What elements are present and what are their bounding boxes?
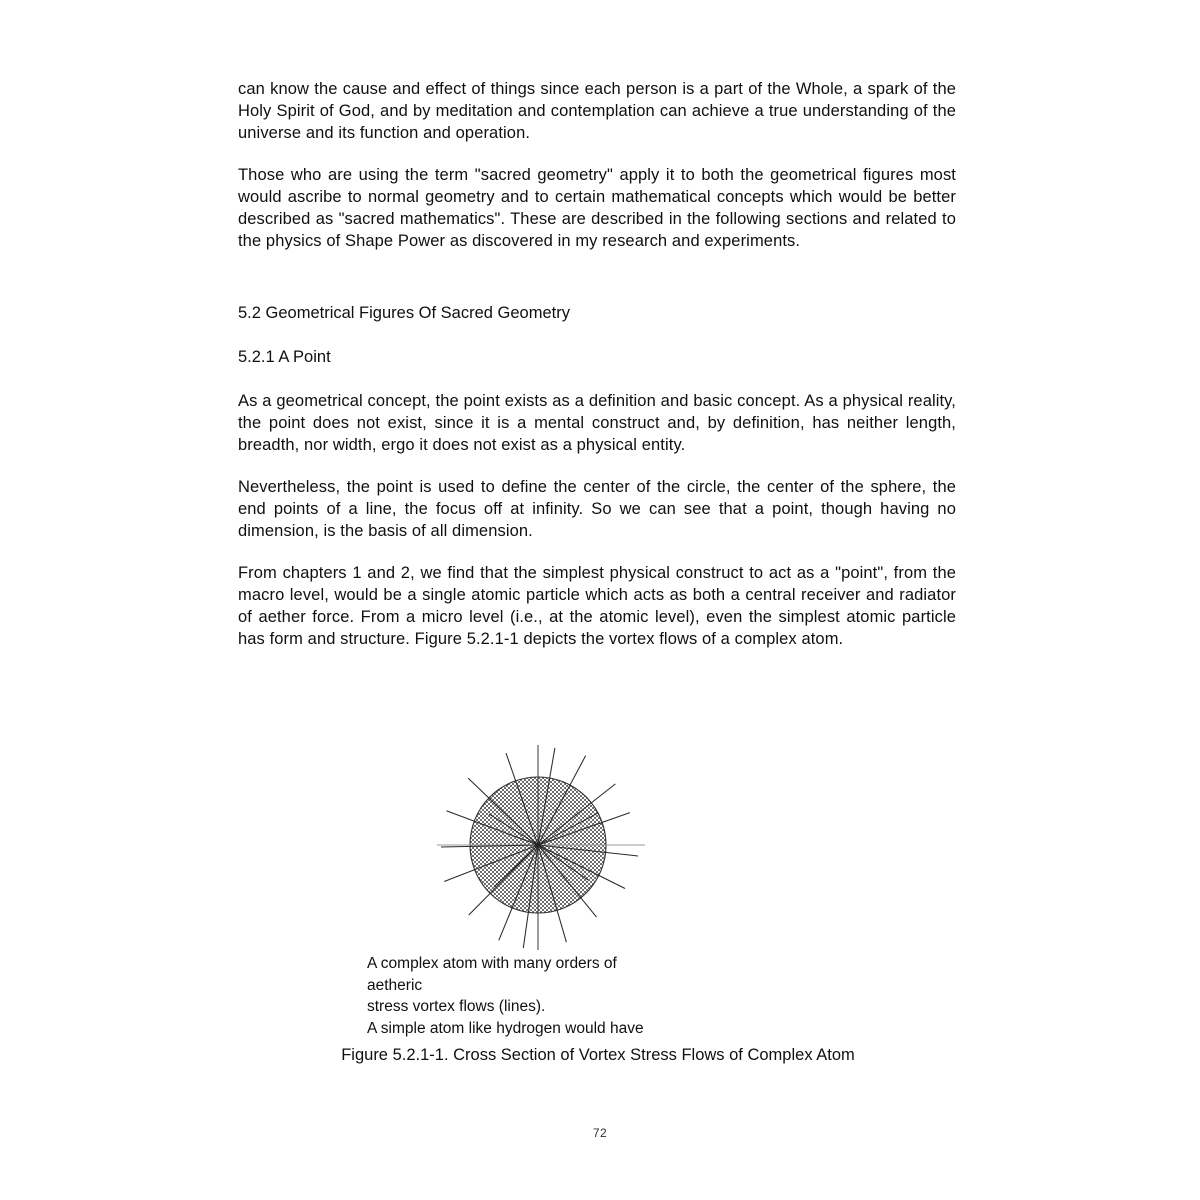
figure-annotation (367, 953, 787, 1039)
subsection-heading-5-2-1: 5.2.1 A Point (238, 348, 331, 366)
paragraph-from-chapters: From chapters 1 and 2, we find that the simplest physical construct to act as a "point", from the macro level, would be a single atomic particle which acts as both a central receiver and radiator of aether force. From a micro level (i.e., at the atomic level), even the simplest atomic particle has form and structure. Figure 5.2.1-1 depicts the vortex flows of a complex atom. (238, 564, 956, 648)
paragraph-continued: can know the cause and effect of things since each person is a part of the Whole, a spark of the Holy Spirit of God, and by meditation and contemplation can achieve a true understanding of the universe and its function and operation. (238, 80, 956, 142)
section-heading-5-2: 5.2 Geometrical Figures Of Sacred Geometry (238, 304, 570, 322)
figure-annotation-line: aetheric (367, 976, 423, 994)
vortex-diagram (0, 735, 1200, 960)
figure-annotation-line: A complex atom with many orders of (367, 955, 617, 972)
figure-caption: Figure 5.2.1-1. Cross Section of Vortex Stress Flows of Complex Atom (341, 1046, 855, 1064)
paragraph-sacred-geometry-term: Those who are using the term "sacred geometry" apply it to both the geometrical figures most would ascribe to normal geometry and to certain mathematical concepts which would be better described as "sacred mathematics". These are described in the following sections and related to the physics of Shape Power as discovered in my research and experiments. (238, 166, 956, 250)
figure-annotation-line: A simple atom like hydrogen would have (367, 1019, 644, 1037)
section-spacer (238, 272, 956, 302)
figure-5-2-1-1 (0, 735, 1200, 960)
paragraph-point-concept: As a geometrical concept, the point exists as a definition and basic concept. As a physical reality, the point does not exist, since it is a mental construct and, by definition, has neither length, breadth, nor width, ergo it does not exist as a physical entity. (238, 392, 956, 454)
figure-annotation-line: stress vortex flows (lines). (367, 998, 546, 1015)
vortex-diagram-svg (0, 735, 1200, 960)
page-body-text (238, 78, 956, 650)
page-number: 72 (592, 1126, 608, 1140)
paragraph-point-defines-center: Nevertheless, the point is used to define the center of the circle, the center of the sphere, the end points of a line, the focus off at infinity. So we can see that a point, though having no dimension, is the basis of all dimension. (238, 478, 956, 540)
